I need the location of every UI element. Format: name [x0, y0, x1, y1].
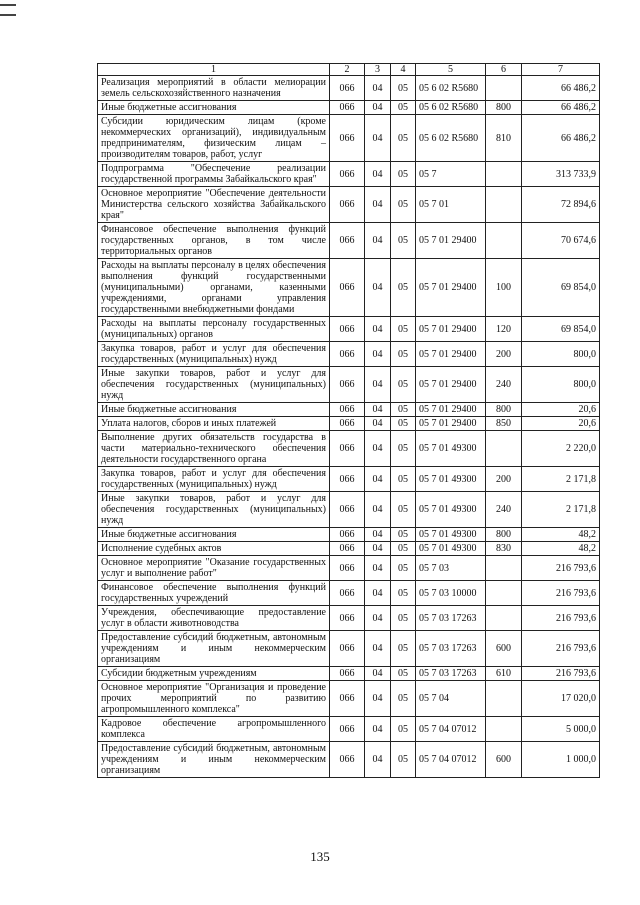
section-cell: 04	[365, 162, 391, 187]
ministry-code-cell: 066	[330, 581, 365, 606]
amount-cell: 5 000,0	[522, 717, 600, 742]
expense-type-cell: 800	[486, 528, 522, 542]
target-article-cell: 05 7 01 29400	[416, 417, 486, 431]
amount-cell: 800,0	[522, 342, 600, 367]
amount-cell: 72 894,6	[522, 187, 600, 223]
subsection-cell: 05	[391, 528, 416, 542]
expense-type-cell: 850	[486, 417, 522, 431]
target-article-cell: 05 7 03	[416, 556, 486, 581]
section-cell: 04	[365, 528, 391, 542]
column-header-5: 5	[416, 64, 486, 76]
target-article-cell: 05 7 01 49300	[416, 492, 486, 528]
table-row	[98, 342, 600, 367]
target-article-cell: 05 6 02 R5680	[416, 76, 486, 101]
subsection-cell: 05	[391, 742, 416, 778]
ministry-code-cell: 066	[330, 492, 365, 528]
subsection-cell: 05	[391, 259, 416, 317]
target-article-cell: 05 7 01 49300	[416, 431, 486, 467]
section-cell: 04	[365, 101, 391, 115]
ministry-code-cell: 066	[330, 115, 365, 162]
section-cell: 04	[365, 259, 391, 317]
scan-corner-mark	[0, 4, 16, 16]
target-article-cell: 05 7 01 49300	[416, 528, 486, 542]
amount-cell: 48,2	[522, 528, 600, 542]
subsection-cell: 05	[391, 115, 416, 162]
table-row	[98, 467, 600, 492]
table-row	[98, 417, 600, 431]
ministry-code-cell: 066	[330, 528, 365, 542]
item-name-cell: Расходы на выплаты персоналу государственных (муниципальных) органов	[98, 317, 330, 342]
target-article-cell: 05 7 01 29400	[416, 403, 486, 417]
table-row	[98, 631, 600, 667]
section-cell: 04	[365, 342, 391, 367]
section-cell: 04	[365, 317, 391, 342]
section-cell: 04	[365, 223, 391, 259]
table-row	[98, 556, 600, 581]
amount-cell: 69 854,0	[522, 259, 600, 317]
column-header-6: 6	[486, 64, 522, 76]
amount-cell: 66 486,2	[522, 101, 600, 115]
expense-type-cell: 800	[486, 101, 522, 115]
target-article-cell: 05 6 02 R5680	[416, 101, 486, 115]
target-article-cell: 05 7 01	[416, 187, 486, 223]
amount-cell: 216 793,6	[522, 556, 600, 581]
page-number: 135	[310, 849, 330, 864]
subsection-cell: 05	[391, 342, 416, 367]
ministry-code-cell: 066	[330, 187, 365, 223]
subsection-cell: 05	[391, 681, 416, 717]
table-row	[98, 367, 600, 403]
expense-type-cell: 830	[486, 542, 522, 556]
amount-cell: 216 793,6	[522, 581, 600, 606]
section-cell: 04	[365, 631, 391, 667]
expense-type-cell	[486, 431, 522, 467]
expense-type-cell: 600	[486, 631, 522, 667]
table-row	[98, 606, 600, 631]
table-row	[98, 581, 600, 606]
table-row	[98, 115, 600, 162]
ministry-code-cell: 066	[330, 76, 365, 101]
table-row	[98, 76, 600, 101]
subsection-cell: 05	[391, 187, 416, 223]
subsection-cell: 05	[391, 223, 416, 259]
subsection-cell: 05	[391, 317, 416, 342]
subsection-cell: 05	[391, 162, 416, 187]
item-name-cell: Основное мероприятие "Организация и проведение прочих мероприятий по развитию агропромышленного комплекса"	[98, 681, 330, 717]
section-cell: 04	[365, 367, 391, 403]
budget-table	[97, 63, 600, 778]
ministry-code-cell: 066	[330, 681, 365, 717]
expense-type-cell: 200	[486, 342, 522, 367]
table-row	[98, 162, 600, 187]
table-row	[98, 431, 600, 467]
item-name-cell: Расходы на выплаты персоналу в целях обеспечения выполнения функций государственными (муниципальными) органами, казенными учреждениями, органами управления государственными внебюджетными фондами	[98, 259, 330, 317]
subsection-cell: 05	[391, 606, 416, 631]
section-cell: 04	[365, 187, 391, 223]
subsection-cell: 05	[391, 556, 416, 581]
ministry-code-cell: 066	[330, 467, 365, 492]
amount-cell: 48,2	[522, 542, 600, 556]
target-article-cell: 05 7 01 49300	[416, 542, 486, 556]
section-cell: 04	[365, 542, 391, 556]
target-article-cell: 05 7 03 17263	[416, 606, 486, 631]
amount-cell: 2 220,0	[522, 431, 600, 467]
expense-type-cell	[486, 681, 522, 717]
amount-cell: 1 000,0	[522, 742, 600, 778]
ministry-code-cell: 066	[330, 317, 365, 342]
amount-cell: 216 793,6	[522, 606, 600, 631]
table-body	[98, 76, 600, 778]
item-name-cell: Финансовое обеспечение выполнения функций государственных органов, в том числе территориальных органов	[98, 223, 330, 259]
amount-cell: 2 171,8	[522, 492, 600, 528]
item-name-cell: Закупка товаров, работ и услуг для обеспечения государственных (муниципальных) нужд	[98, 342, 330, 367]
subsection-cell: 05	[391, 76, 416, 101]
section-cell: 04	[365, 681, 391, 717]
ministry-code-cell: 066	[330, 431, 365, 467]
section-cell: 04	[365, 417, 391, 431]
column-header-7: 7	[522, 64, 600, 76]
expense-type-cell: 240	[486, 367, 522, 403]
subsection-cell: 05	[391, 403, 416, 417]
target-article-cell: 05 7	[416, 162, 486, 187]
subsection-cell: 05	[391, 417, 416, 431]
ministry-code-cell: 066	[330, 717, 365, 742]
column-header-1: 1	[98, 64, 330, 76]
target-article-cell: 05 7 03 10000	[416, 581, 486, 606]
target-article-cell: 05 7 03 17263	[416, 631, 486, 667]
expense-type-cell	[486, 581, 522, 606]
target-article-cell: 05 7 04	[416, 681, 486, 717]
ministry-code-cell: 066	[330, 667, 365, 681]
ministry-code-cell: 066	[330, 259, 365, 317]
ministry-code-cell: 066	[330, 742, 365, 778]
amount-cell: 66 486,2	[522, 76, 600, 101]
expense-type-cell: 100	[486, 259, 522, 317]
ministry-code-cell: 066	[330, 403, 365, 417]
section-cell: 04	[365, 492, 391, 528]
target-article-cell: 05 7 04 07012	[416, 717, 486, 742]
table-row	[98, 259, 600, 317]
item-name-cell: Подпрограмма "Обеспечение реализации государственной программы Забайкальского края"	[98, 162, 330, 187]
item-name-cell: Уплата налогов, сборов и иных платежей	[98, 417, 330, 431]
table-row	[98, 528, 600, 542]
amount-cell: 800,0	[522, 367, 600, 403]
expense-type-cell: 240	[486, 492, 522, 528]
target-article-cell: 05 7 01 49300	[416, 467, 486, 492]
amount-cell: 20,6	[522, 403, 600, 417]
item-name-cell: Иные бюджетные ассигнования	[98, 101, 330, 115]
column-header-4: 4	[391, 64, 416, 76]
expense-type-cell: 800	[486, 403, 522, 417]
expense-type-cell: 120	[486, 317, 522, 342]
subsection-cell: 05	[391, 467, 416, 492]
amount-cell: 313 733,9	[522, 162, 600, 187]
item-name-cell: Кадровое обеспечение агропромышленного комплекса	[98, 717, 330, 742]
table-row	[98, 542, 600, 556]
item-name-cell: Выполнение других обязательств государства в части материально-технического обеспечения деятельности государственного органа	[98, 431, 330, 467]
expense-type-cell: 610	[486, 667, 522, 681]
item-name-cell: Предоставление субсидий бюджетным, автономным учреждениям и иным некоммерческим организациям	[98, 742, 330, 778]
amount-cell: 216 793,6	[522, 631, 600, 667]
subsection-cell: 05	[391, 367, 416, 403]
expense-type-cell	[486, 606, 522, 631]
table-row	[98, 223, 600, 259]
ministry-code-cell: 066	[330, 223, 365, 259]
section-cell: 04	[365, 403, 391, 417]
item-name-cell: Учреждения, обеспечивающие предоставление услуг в области животноводства	[98, 606, 330, 631]
section-cell: 04	[365, 606, 391, 631]
expense-type-cell	[486, 76, 522, 101]
ministry-code-cell: 066	[330, 367, 365, 403]
expense-type-cell	[486, 223, 522, 259]
ministry-code-cell: 066	[330, 101, 365, 115]
section-cell: 04	[365, 742, 391, 778]
column-header-2: 2	[330, 64, 365, 76]
expense-type-cell: 600	[486, 742, 522, 778]
amount-cell: 216 793,6	[522, 667, 600, 681]
subsection-cell: 05	[391, 631, 416, 667]
target-article-cell: 05 7 04 07012	[416, 742, 486, 778]
target-article-cell: 05 7 01 29400	[416, 259, 486, 317]
section-cell: 04	[365, 431, 391, 467]
ministry-code-cell: 066	[330, 342, 365, 367]
ministry-code-cell: 066	[330, 162, 365, 187]
table-row	[98, 403, 600, 417]
column-header-3: 3	[365, 64, 391, 76]
expense-type-cell: 810	[486, 115, 522, 162]
table-header-row	[98, 64, 600, 76]
amount-cell: 17 020,0	[522, 681, 600, 717]
target-article-cell: 05 7 03 17263	[416, 667, 486, 681]
table-row	[98, 742, 600, 778]
section-cell: 04	[365, 115, 391, 162]
item-name-cell: Реализация мероприятий в области мелиорации земель сельскохозяйственного назначения	[98, 76, 330, 101]
table-row	[98, 187, 600, 223]
item-name-cell: Предоставление субсидий бюджетным, автономным учреждениям и иным некоммерческим организациям	[98, 631, 330, 667]
expense-type-cell: 200	[486, 467, 522, 492]
subsection-cell: 05	[391, 431, 416, 467]
amount-cell: 69 854,0	[522, 317, 600, 342]
table-row	[98, 717, 600, 742]
table-row	[98, 492, 600, 528]
item-name-cell: Закупка товаров, работ и услуг для обеспечения государственных (муниципальных) нужд	[98, 467, 330, 492]
expense-type-cell	[486, 162, 522, 187]
ministry-code-cell: 066	[330, 556, 365, 581]
subsection-cell: 05	[391, 717, 416, 742]
subsection-cell: 05	[391, 667, 416, 681]
ministry-code-cell: 066	[330, 542, 365, 556]
item-name-cell: Иные бюджетные ассигнования	[98, 528, 330, 542]
section-cell: 04	[365, 717, 391, 742]
target-article-cell: 05 7 01 29400	[416, 342, 486, 367]
subsection-cell: 05	[391, 492, 416, 528]
amount-cell: 70 674,6	[522, 223, 600, 259]
item-name-cell: Финансовое обеспечение выполнения функций государственных учреждений	[98, 581, 330, 606]
amount-cell: 20,6	[522, 417, 600, 431]
subsection-cell: 05	[391, 101, 416, 115]
amount-cell: 66 486,2	[522, 115, 600, 162]
ministry-code-cell: 066	[330, 606, 365, 631]
item-name-cell: Исполнение судебных актов	[98, 542, 330, 556]
item-name-cell: Субсидии бюджетным учреждениям	[98, 667, 330, 681]
table-row	[98, 101, 600, 115]
section-cell: 04	[365, 76, 391, 101]
section-cell: 04	[365, 467, 391, 492]
item-name-cell: Иные закупки товаров, работ и услуг для обеспечения государственных (муниципальных) нужд	[98, 367, 330, 403]
ministry-code-cell: 066	[330, 631, 365, 667]
section-cell: 04	[365, 581, 391, 606]
target-article-cell: 05 7 01 29400	[416, 223, 486, 259]
expense-type-cell	[486, 187, 522, 223]
expense-type-cell	[486, 717, 522, 742]
subsection-cell: 05	[391, 581, 416, 606]
target-article-cell: 05 6 02 R5680	[416, 115, 486, 162]
expense-type-cell	[486, 556, 522, 581]
target-article-cell: 05 7 01 29400	[416, 317, 486, 342]
ministry-code-cell: 066	[330, 417, 365, 431]
item-name-cell: Основное мероприятие "Оказание государственных услуг и выполнение работ"	[98, 556, 330, 581]
target-article-cell: 05 7 01 29400	[416, 367, 486, 403]
section-cell: 04	[365, 556, 391, 581]
subsection-cell: 05	[391, 542, 416, 556]
item-name-cell: Субсидии юридическим лицам (кроме некоммерческих организаций), индивидуальным предпринимателям, физическим лицам – производителям товаров, работ, услуг	[98, 115, 330, 162]
table-row	[98, 681, 600, 717]
item-name-cell: Иные закупки товаров, работ и услуг для обеспечения государственных (муниципальных) нужд	[98, 492, 330, 528]
amount-cell: 2 171,8	[522, 467, 600, 492]
table-row	[98, 317, 600, 342]
section-cell: 04	[365, 667, 391, 681]
item-name-cell: Иные бюджетные ассигнования	[98, 403, 330, 417]
table-row	[98, 667, 600, 681]
item-name-cell: Основное мероприятие "Обеспечение деятельности Министерства сельского хозяйства Забайкальского края"	[98, 187, 330, 223]
